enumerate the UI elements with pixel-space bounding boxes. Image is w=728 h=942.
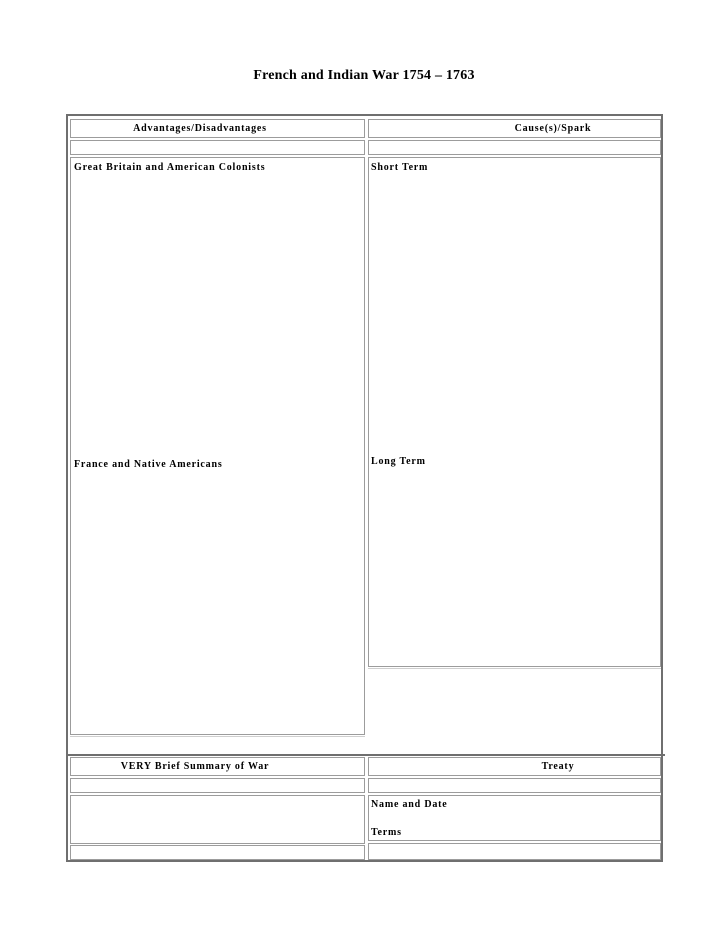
causes-body-cell[interactable] bbox=[368, 157, 661, 667]
document-title: French and Indian War 1754 – 1763 bbox=[253, 68, 475, 83]
treaty-terms-label: Terms bbox=[371, 827, 402, 838]
treaty-header: Treaty bbox=[541, 761, 575, 772]
treaty-spacer bbox=[368, 778, 661, 793]
treaty-bottom-strip bbox=[368, 843, 661, 860]
header-spacer-right bbox=[368, 140, 661, 155]
france-label: France and Native Americans bbox=[74, 459, 223, 470]
worksheet-table bbox=[66, 114, 663, 862]
header-spacer-left bbox=[70, 140, 365, 155]
treaty-name-label: Name and Date bbox=[371, 799, 448, 810]
summary-spacer bbox=[70, 778, 365, 793]
section-divider bbox=[68, 754, 665, 756]
advantages-body-cell[interactable] bbox=[70, 157, 365, 735]
advantages-header: Advantages/Disadvantages bbox=[133, 123, 267, 134]
summary-body-cell[interactable] bbox=[70, 795, 365, 844]
summary-bottom-strip bbox=[70, 845, 365, 860]
right-body-rule bbox=[368, 668, 661, 669]
short-term-label: Short Term bbox=[371, 162, 429, 173]
causes-header: Cause(s)/Spark bbox=[514, 123, 592, 134]
summary-header: VERY Brief Summary of War bbox=[120, 761, 270, 772]
long-term-label: Long Term bbox=[371, 456, 426, 467]
great-britain-label: Great Britain and American Colonists bbox=[74, 162, 266, 173]
left-body-rule bbox=[70, 736, 365, 737]
